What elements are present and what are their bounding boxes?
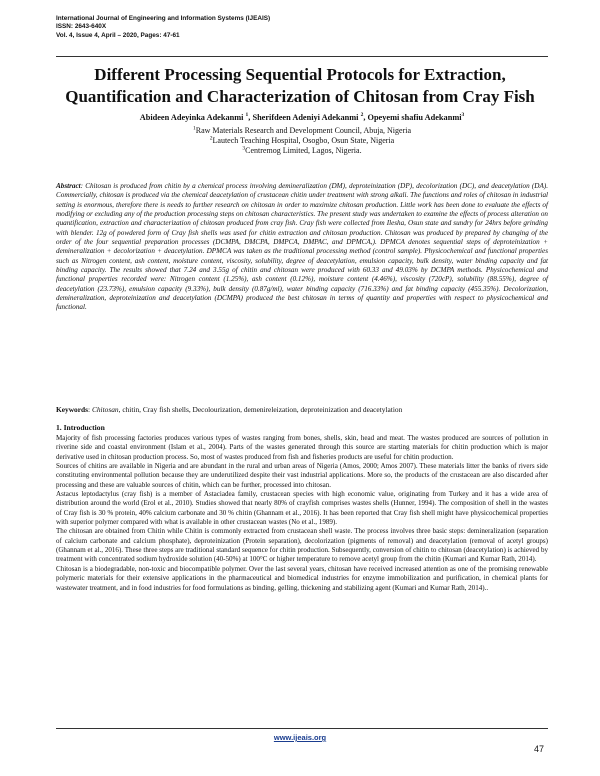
title-line-1: Different Processing Sequential Protocols for Extraction, — [94, 65, 506, 84]
header-rule — [56, 56, 548, 57]
affiliation-text: Lautech Teaching Hospital, Osogbo, Osun State, Nigeria — [212, 136, 395, 145]
paragraph: Astacus leptodactylus (cray fish) is a member of Astaciadea family, crustacean species with high economic value, originating from Turkey and it has a wide area of distribution around the world (Erol et al., 2010). Studies showed that nearly 80% of crayfish comprises wastes shells (Hunner, 1994). The composition of shell in the wastes of Cray fish is 30 % protein, 40% calcium carbonate and 30 % chitin (Ghannam et al., 2016). It has been reported that Cray fish shell might have physicochemical properties with superior polymer compared with what is available in other crustacean wastes (No et al., 1989). — [56, 490, 548, 527]
author-list: Abideen Adeyinka Adekanmi $^1$, Sherifdeen Adeniyi Adekanmi $^2$, Opeyemi shafiu Adekanmi$^3$ — [139, 112, 465, 122]
author-name: Opeyemi shafiu Adekanmi — [367, 113, 462, 122]
keywords-rest: , chitin, Cray fish shells, Decolourization, demenireleization, deproteinization and deacetylation — [118, 405, 403, 414]
author-sup: 1 — [245, 112, 249, 119]
affiliation — [56, 146, 548, 156]
footer-rule — [56, 728, 548, 729]
paragraph: Sources of chitins are available in Nigeria and are abundant in the rural and urban areas of Nigeria (Amos, 2000; Amos 2007). These materials litter the banks of rivers side constituting environmental pollution because they are underutilized despite their vast industrial applications. More so, the products of the crustacean are also discarded after processing and these are valuable sources of chitin, which can be further, processed into chitosan. — [56, 462, 548, 489]
affiliation-sup: 3 — [242, 145, 246, 152]
affiliation-sup: 2 — [209, 135, 213, 142]
page-number: 47 — [533, 744, 544, 754]
journal-volume: Vol. 4, Issue 4, April – 2020, Pages: 47-61 — [56, 31, 180, 39]
affiliation — [56, 126, 548, 136]
abstract-text: : Chitosan is produced from chitin by a chemical process involving demineralization (DM), deproteinization (DP), decolorization (DC), and deacetylation (DA). Commercially, chitosan is produced via the chemical deacetylation of crustacean chitin under treatment with strong alkali. The functions and roles of chitosan in industrial setting is enormous, therefore there is needs to further research on chitosan in order to maximize chitosan production. Little work has been done to evaluate the effects of modifying or excluding any of the production processing steps on chitosan characteristics. The present study was undertaken to examine the effects of process alteration on quantification, extraction and characterization of chitosan produced from cray fish. Cray fish were collected from Ilesha, Osun state and sundry for 24hrs before grinding with blender. 12g of powdered form of Cray fish shells was used for chitin extraction and chitosan production. Chitosan was produced by prepared by changing of the order of the four sequential preparation processes (DCMPA, DMCPA, DMPCA, DMPAC, and DPMCA,). DPMCA denotes sequential steps of deproteinization + demineralization + decolorization + deacetylation. DPMCA was taken as the traditional processing method (control sample). Physicochemical and functional properties such as Nitrogen content, ash content, moisture content, viscosity, solubility, degree of deacetylation, emulsion capacity, bulk density, water binding capacity and fat binding capacity. The results showed that 7.24 and 3.55g of chitin and chitosan were produced with 60.33 and 49.03% by DCMPA methods. Physicochemical and functional properties recorded were: Nitrogen content (1.25%), ash content (0.12%), moisture content (4.46%), viscosity (720cP), solubility (88.55%), degree of deacetylation (23.73%), emulsion capacity (9.33%), bulk density (0.87g/ml), water binding capacity (716.33%) and fat binding capacity (455.35%). Decolorization, demineralization, deproteinization and deacetylation (DCMPA) produced the best chitosan in terms of quantity and properties with respect to physicochemical and functional. — [56, 182, 548, 312]
paragraph: Chitosan is a biodegradable, non-toxic and biocompatible polymer. Over the last several years, chitosan have received increased attention as one of the promising renewable polymeric materials for their extensive applications in the pharmaceutical and biomedical industries for enzyme immobilization and purification, in chemical plants for wastewater treatment, and in food industries for food formulations as binding, gelling, thickening and stabilizing agent (Kumari and Kumar Rath, 2014).. — [56, 564, 548, 592]
author-name: Abideen Adeyinka Adekanmi — [139, 113, 244, 122]
author-sup: 3 — [461, 112, 465, 119]
author-sup: 2 — [360, 112, 364, 119]
abstract-label: Abstract — [56, 182, 81, 190]
keyword-first: Chitosan — [91, 405, 119, 414]
journal-header — [56, 15, 270, 40]
footer-link[interactable]: www.ijeais.org — [273, 733, 327, 742]
section-heading: 1. Introduction — [56, 423, 105, 432]
paragraph: The chitosan are obtained from Chitin while Chitin is commonly extracted from crustacean shell waste. The process involves three basic steps: demineralization (separation of calcium carbonate and calcium phosphate), deproteinization (Protein separation), decolorization (pigments of removal) and deacetylation (removal of acetyl groups) (Ghannam et al., 2016). These three steps are traditional standard sequence for chitin production. Subsequently, conversion of chitin to chitosan (deacetylation) is achieved by treatment with concentrated sodium hydroxide solution (40-50%) at 100°C or higher temperature to remove acetyl group from the chitin (Kumari and Kumar Rath, 2014). — [56, 527, 548, 564]
keywords-label: Keywords — [56, 405, 89, 414]
abstract — [56, 182, 548, 313]
journal-name: International Journal of Engineering and Information Systems (IJEAIS) — [56, 15, 271, 22]
introduction-body — [56, 434, 548, 593]
affiliation-text: Raw Materials Research and Development Council, Abuja, Nigeria — [195, 126, 412, 135]
keywords: Keywords: Chitosan, chitin, Cray fish shells, Decolourization, demenireleization, deproteinization and deacetylation — [56, 405, 403, 414]
paper-title — [40, 64, 560, 108]
paragraph: Majority of fish processing factories produces various types of wastes ranging from bones, shells, skin, head and meat. The wastes produced are sources of pollution in riverine side and coastal environment (Islam et al., 2004). Parts of the wastes generated through this source are starting materials for chitin production which is major derivative used in chitosan production process. So, most of wastes produced from fish and fisheries products are useful for chitin production. — [56, 434, 548, 461]
affiliations — [56, 126, 548, 156]
journal-issn: ISSN: 2643-640X — [56, 23, 107, 31]
title-line-2: Quantification and Characterization of Chitosan from Cray Fish — [65, 87, 535, 106]
affiliation — [56, 136, 548, 146]
affiliation-text: Centremog Limited, Lagos, Nigeria. — [245, 146, 362, 155]
affiliation-sup: 1 — [192, 125, 196, 132]
author-name: Sherifdeen Adeniyi Adekanmi — [252, 113, 359, 122]
